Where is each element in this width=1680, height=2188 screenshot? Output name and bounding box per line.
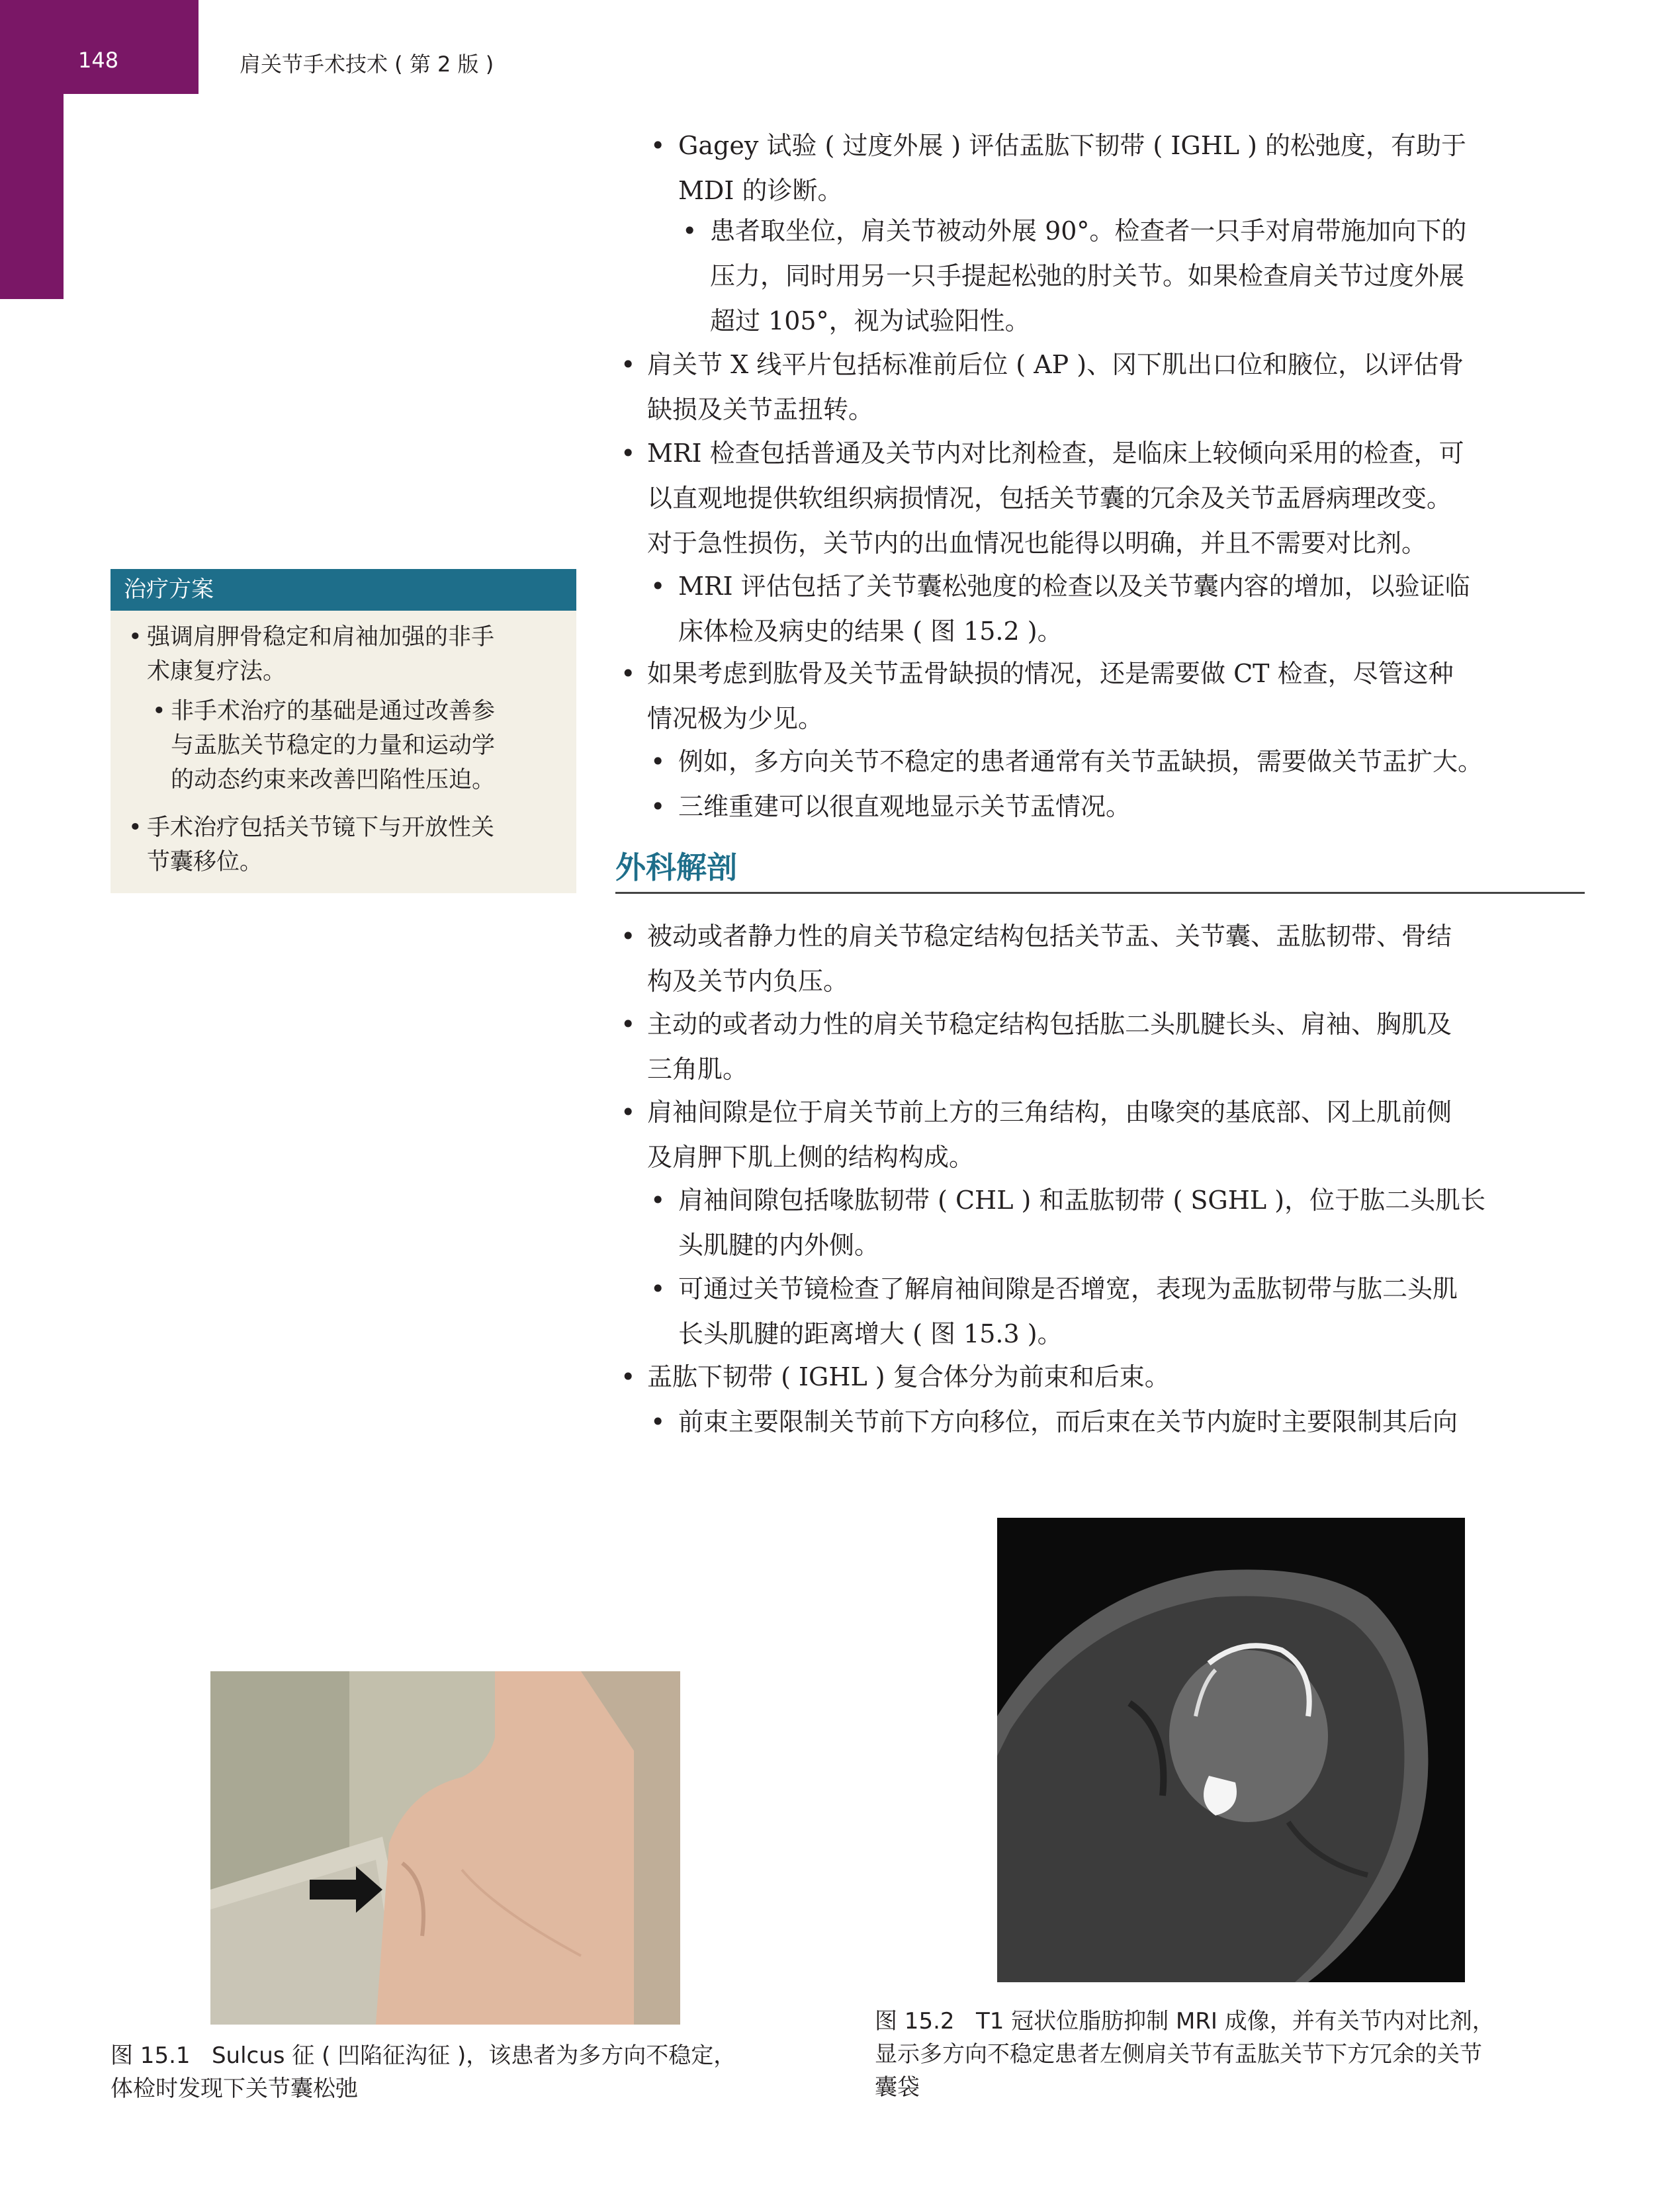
figure-1-caption: 图 15.1 Sulcus 征 ( 凹陷征沟征 )，该患者为多方向不稳定， 体检时发现下关节囊松弛 [111,2042,736,2102]
bullet-icon: • [621,1362,636,1391]
list-item: • 主动的或者动力性的肩关节稳定结构包括肱二头肌腱长头、肩袖、胸肌及 三角肌。 [647,1002,1452,1092]
bullet-icon: • [650,1407,666,1436]
bullet-icon: • [152,698,166,724]
list-item: • MRI 检查包括普通及关节内对比剂检查，是临床上较倾向采用的检查，可 以直观地提供软组织病损情况，包括关节囊的冗余及关节盂唇病理改变。 对于急性损伤，关节内的出血情况也能得以明确，并且不需要对比剂。 [647,431,1464,566]
list-item: • 例如，多方向关节不稳定的患者通常有关节盂缺损，需要做关节盂扩大。 [678,739,1483,784]
sidebar-item: • 手术治疗包括关节镜下与开放性关 节囊移位。 [147,810,494,879]
section-heading: 外科解剖 [615,847,1585,894]
list-item: • MRI 评估包括了关节囊松弛度的检查以及关节囊内容的增加，以验证临 床体检及病史的结果 ( 图 15.2 )。 [678,564,1470,654]
bullet-icon: • [621,1010,636,1039]
list-item: • 可通过关节镜检查了解肩袖间隙是否增宽，表现为盂肱韧带与肱二头肌 长头肌腱的距离增大 ( 图 15.3 )。 [678,1266,1458,1356]
list-item: • 肩袖间隙是位于肩关节前上方的三角结构，由喙突的基底部、冈上肌前侧 及肩胛下肌上侧的结构构成。 [647,1090,1452,1180]
sidebar-item: • 非手术治疗的基础是通过改善参 与盂肱关节稳定的力量和运动学 的动态约束来改善凹陷性压迫。 [171,694,495,797]
page-number: 148 [78,48,119,73]
bullet-icon: • [128,814,142,841]
list-item: • 肩袖间隙包括喙肱韧带 ( CHL ) 和盂肱韧带 ( SGHL )，位于肱二头肌长 头肌腱的内外侧。 [678,1178,1485,1268]
bullet-icon: • [621,659,636,688]
figure-2-mri [997,1518,1465,1982]
figure-2-caption: 图 15.2 T1 冠状位脂肪抑制 MRI 成像，并有关节内对比剂， 显示多方向不稳定患者左侧肩关节有盂肱关节下方冗余的关节 囊袋 [875,2008,1495,2101]
bullet-icon: • [128,624,142,650]
list-item: • Gagey 试验 ( 过度外展 ) 评估盂肱下韧带 ( IGHL ) 的松弛度，有助于 MDI 的诊断。 [678,123,1466,213]
list-item: • 肩关节 X 线平片包括标准前后位 ( AP )、冈下肌出口位和腋位，以评估骨 缺损及关节盂扭转。 [647,342,1464,432]
running-title: 肩关节手术技术 ( 第 2 版 ) [240,52,494,77]
figure-1-photo [210,1671,680,2025]
list-item: • 前束主要限制关节前下方向移位，而后束在关节内旋时主要限制其后向 [678,1399,1458,1444]
list-item: • 如果考虑到肱骨及关节盂骨缺损的情况，还是需要做 CT 检查，尽管这种 情况极为少见。 [647,651,1454,741]
bullet-icon: • [621,1098,636,1127]
bullet-icon: • [621,922,636,951]
header-tab [0,0,199,94]
figure-label: 图 15.1 [111,2042,191,2069]
sidebar-title: 治疗方案 [111,569,576,611]
bullet-icon: • [650,1274,666,1303]
bullet-icon: • [650,131,666,160]
bullet-icon: • [650,747,666,776]
list-item: • 三维重建可以很直观地显示关节盂情况。 [678,784,1131,829]
list-item: • 患者取坐位，肩关节被动外展 90°。检查者一只手对肩带施加向下的 压力，同时用另一只手提起松弛的肘关节。如果检查肩关节过度外展 超过 105°，视为试验阳性。 [710,208,1466,343]
bullet-icon: • [621,350,636,379]
bullet-icon: • [650,572,666,601]
bullet-icon: • [650,1186,666,1215]
bullet-icon: • [621,439,636,468]
bullet-icon: • [650,792,666,821]
bullet-icon: • [682,216,697,245]
figure-label: 图 15.2 [875,2008,955,2035]
list-item: • 盂肱下韧带 ( IGHL ) 复合体分为前束和后束。 [647,1354,1170,1399]
sidebar-item: • 强调肩胛骨稳定和肩袖加强的非手 术康复疗法。 [147,620,494,689]
margin-bar [0,94,64,299]
list-item: • 被动或者静力性的肩关节稳定结构包括关节盂、关节囊、盂肱韧带、骨结 构及关节内负压。 [647,914,1452,1004]
